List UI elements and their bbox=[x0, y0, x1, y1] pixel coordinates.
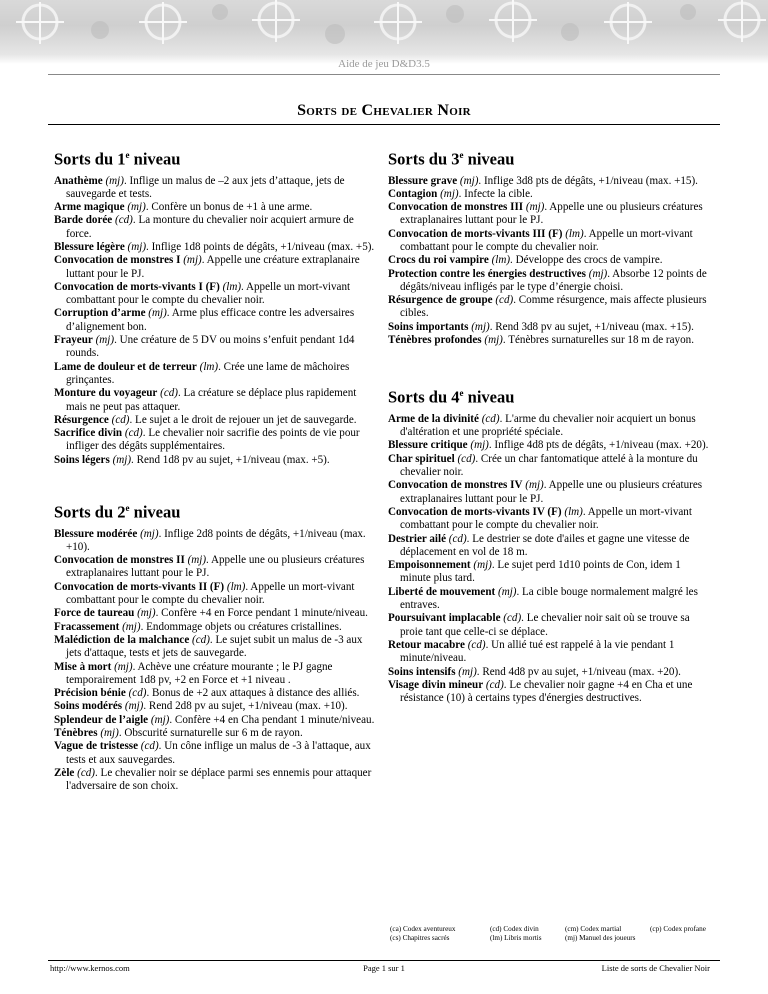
spell-source: (mj) bbox=[100, 726, 119, 739]
spell-source: (mj) bbox=[150, 713, 170, 726]
spell-name: Vague de tristesse bbox=[54, 740, 139, 753]
spell-source: (mj) bbox=[127, 201, 146, 214]
spell-entry bbox=[54, 454, 380, 467]
spell-source: (mj) bbox=[137, 607, 156, 620]
left-column bbox=[54, 146, 380, 793]
spell-name: Blessure modérée bbox=[54, 527, 138, 540]
spell-entry bbox=[54, 767, 380, 794]
spell-source: (mj) bbox=[440, 187, 459, 200]
spell-name: Blessure légère bbox=[54, 240, 125, 253]
legend-item: (cs) Chapitres sacrés bbox=[390, 934, 450, 942]
spell-source: (lm) bbox=[491, 254, 511, 267]
spell-entry bbox=[388, 268, 714, 295]
legend-col-2 bbox=[490, 925, 542, 943]
spell-source: (cd) bbox=[495, 294, 514, 307]
spell-name: Convocation de monstres II bbox=[54, 554, 185, 567]
spell-entry bbox=[54, 740, 380, 767]
spell-description: . Arme plus efficace contre les adversaires d’alignement bon. bbox=[66, 307, 355, 333]
spell-description: . Appelle un mort-vivant combattant pour le compte du chevalier noir. bbox=[400, 505, 692, 532]
legend-item: (cm) Codex martial bbox=[565, 925, 622, 933]
spell-name: Lame de douleur et de terreur bbox=[54, 360, 197, 373]
section-heading: Sorts du 3e niveau bbox=[388, 149, 515, 169]
spell-description: . La monture du chevalier noir acquiert armure de force. bbox=[66, 214, 354, 240]
section-heading: Sorts du 2e niveau bbox=[54, 502, 181, 522]
spell-entry bbox=[54, 281, 380, 308]
spell-description: . Obscurité surnaturelle sur 6 m de rayon. bbox=[118, 726, 303, 739]
spell-description: . Bonus de +2 aux attaques à distance des alliés. bbox=[146, 687, 360, 700]
spell-name: Sacrifice divin bbox=[54, 427, 123, 440]
spell-name: Poursuivant implacable bbox=[388, 612, 501, 625]
spell-name: Protection contre les énergies destructives bbox=[388, 267, 586, 280]
spell-source: (lm) bbox=[222, 280, 242, 293]
header-text: Aide de jeu D&D3.5 bbox=[338, 58, 430, 70]
page-title: Sorts de Chevalier Noir bbox=[297, 102, 471, 119]
header-rule bbox=[48, 74, 720, 75]
spell-name: Force de taureau bbox=[54, 607, 135, 620]
spell-source: (lm) bbox=[564, 505, 583, 518]
spell-entry bbox=[388, 413, 714, 440]
spell-name: Anathème bbox=[54, 174, 103, 187]
spell-entry bbox=[54, 361, 380, 388]
spell-source: (mj) bbox=[471, 320, 490, 333]
spell-source: (cd) bbox=[124, 427, 143, 440]
spell-source: (cd) bbox=[503, 612, 522, 625]
spell-entry bbox=[54, 175, 380, 202]
spell-description: . Crée un char fantomatique attelé à la monture du chevalier noir. bbox=[400, 452, 698, 479]
spell-name: Blessure grave bbox=[388, 174, 458, 187]
spell-list bbox=[388, 413, 714, 706]
spell-description: . Endommage objets ou créatures cristallines. bbox=[140, 620, 342, 633]
legend-item: (cd) Codex divin bbox=[490, 925, 539, 933]
spell-entry bbox=[388, 679, 714, 706]
spell-source: (lm) bbox=[226, 580, 246, 593]
spell-entry bbox=[54, 621, 380, 634]
spell-source: (mj) bbox=[140, 527, 159, 540]
spell-description: . Rend 1d8 pv au sujet, +1/niveau (max. +5). bbox=[131, 453, 330, 466]
spell-name: Corruption d’arme bbox=[54, 307, 146, 320]
spell-entry bbox=[388, 453, 714, 480]
spell-name: Convocation de morts-vivants III (F) bbox=[388, 227, 563, 240]
spell-description: . Crée une lame de mâchoires grinçantes. bbox=[66, 360, 350, 386]
spell-source: (mj) bbox=[105, 174, 124, 187]
spell-name: Convocation de monstres I bbox=[54, 254, 181, 267]
spell-source: (mj) bbox=[95, 334, 115, 347]
spell-entry bbox=[388, 188, 714, 201]
spell-description: . Confère +4 en Cha pendant 1 minute/niveau. bbox=[169, 713, 375, 726]
spell-name: Soins légers bbox=[54, 453, 110, 466]
section-heading: Sorts du 4e niveau bbox=[388, 387, 515, 407]
spell-source: (mj) bbox=[122, 620, 141, 633]
spell-entry bbox=[388, 559, 714, 586]
spell-source: (cd) bbox=[448, 532, 467, 545]
spell-name: Liberté de mouvement bbox=[388, 585, 496, 598]
spell-description: . Rend 3d8 pv au sujet, +1/niveau (max. +15). bbox=[489, 320, 694, 333]
spell-list bbox=[388, 175, 714, 348]
spell-entry bbox=[388, 612, 714, 639]
spell-description: . Appelle une ou plusieurs créatures extraplanaires luttant pour le PJ. bbox=[400, 479, 703, 505]
spell-description: . Un cône inflige un malus de -3 à l'attaque, aux tests et aux sauvegardes. bbox=[66, 740, 371, 766]
spell-source: (mj) bbox=[183, 254, 202, 267]
footer-doc-title: Liste de sorts de Chevalier Noir bbox=[601, 963, 710, 973]
spell-description: . Le chevalier noir gagne +4 en Cha et une résistance (10) à certains types d'énergies destructives. bbox=[400, 678, 693, 705]
spell-name: Convocation de monstres IV bbox=[388, 479, 523, 492]
spell-entry bbox=[388, 294, 714, 321]
spell-name: Visage divin mineur bbox=[388, 678, 484, 691]
spell-description: . Achève une créature mourante ; le PJ gagne temporairement 1d8 pv, +2 en Force et +1 niveau . bbox=[66, 660, 333, 686]
spell-source: (mj) bbox=[525, 201, 545, 214]
footer-page-number: Page 1 sur 1 bbox=[363, 963, 405, 973]
spell-source: (mj) bbox=[484, 334, 503, 347]
spell-source: (cd) bbox=[485, 678, 504, 691]
spell-entry bbox=[388, 228, 714, 255]
spell-description: . Le sujet a le droit de rejouer un jet de sauvegarde. bbox=[129, 413, 357, 426]
spell-description: . Appelle un mort-vivant combattant pour le compte du chevalier noir. bbox=[66, 580, 355, 607]
spell-entry bbox=[54, 661, 380, 688]
spell-description: . Ténèbres surnaturelles sur 18 m de rayon. bbox=[502, 334, 694, 347]
spell-source: (mj) bbox=[588, 267, 608, 280]
spell-entry bbox=[388, 334, 714, 347]
spell-entry bbox=[54, 634, 380, 661]
section-level-4 bbox=[388, 384, 714, 705]
spell-source: (lm) bbox=[565, 227, 584, 240]
spell-source: (mj) bbox=[124, 700, 144, 713]
banner-ornaments bbox=[0, 0, 768, 64]
spell-source: (cd) bbox=[457, 452, 476, 465]
spell-description: . Appelle une créature extraplanaire luttant pour le PJ. bbox=[66, 254, 360, 280]
spell-entry bbox=[388, 254, 714, 267]
spell-name: Arme de la divinité bbox=[388, 412, 479, 425]
spell-description: . La créature se déplace plus rapidement mais ne peut pas attaquer. bbox=[66, 387, 357, 413]
spell-entry bbox=[54, 554, 380, 581]
spell-source: (mj) bbox=[127, 240, 147, 253]
spell-source: (cd) bbox=[77, 766, 95, 779]
spell-entry bbox=[54, 387, 380, 414]
spell-source: (mj) bbox=[148, 307, 167, 320]
spell-entry bbox=[54, 581, 380, 608]
spell-entry bbox=[388, 201, 714, 228]
spell-entry bbox=[388, 506, 714, 533]
spell-name: Convocation de morts-vivants II (F) bbox=[54, 580, 225, 593]
spell-source: (mj) bbox=[498, 585, 517, 598]
spell-source: (mj) bbox=[114, 660, 133, 673]
spell-entry bbox=[388, 639, 714, 666]
spell-name: Destrier ailé bbox=[388, 532, 447, 545]
spell-entry bbox=[388, 586, 714, 613]
spell-entry bbox=[388, 666, 714, 679]
spell-description: . Le chevalier noir sacrifie des points de vie pour infliger des dégâts supplémentaires. bbox=[66, 427, 360, 453]
legend-item: (ca) Codex aventureux bbox=[390, 925, 456, 933]
spell-name: Fracassement bbox=[54, 620, 120, 633]
spell-name: Zèle bbox=[54, 766, 75, 779]
spell-entry bbox=[54, 714, 380, 727]
spell-list bbox=[54, 175, 380, 468]
spell-source: (cd) bbox=[111, 413, 130, 426]
footer-url[interactable]: http://www.kernos.com bbox=[50, 963, 130, 973]
spell-description: . Appelle un mort-vivant combattant pour le compte du chevalier noir. bbox=[66, 280, 351, 307]
spell-name: Crocs du roi vampire bbox=[388, 254, 489, 267]
spell-name: Convocation de morts-vivants I (F) bbox=[54, 280, 220, 293]
spell-name: Barde dorée bbox=[54, 214, 113, 227]
spell-name: Résurgence bbox=[54, 413, 109, 426]
spell-source: (lm) bbox=[199, 360, 219, 373]
spell-name: Soins modérés bbox=[54, 700, 123, 713]
spell-entry bbox=[54, 254, 380, 281]
spell-description: . Le chevalier noir sait où se trouve sa proie tant que celle-ci se déplace. bbox=[400, 612, 690, 638]
spell-description: . Développe des crocs de vampire. bbox=[510, 254, 663, 267]
spell-name: Précision bénie bbox=[54, 687, 126, 700]
spell-description: . Le sujet subit un malus de -3 aux jets d'attaque, tests et jets de sauvegarde. bbox=[66, 633, 363, 660]
spell-source: (mj) bbox=[525, 479, 544, 492]
spell-description: . Le destrier se dote d'ailes et gagne une vitesse de déplacement en vol de 18 m. bbox=[400, 532, 690, 558]
spell-entry bbox=[54, 607, 380, 620]
spell-name: Soins importants bbox=[388, 320, 469, 333]
spell-entry bbox=[54, 700, 380, 713]
spell-source: (cd) bbox=[192, 633, 210, 646]
section-level-1 bbox=[54, 146, 380, 467]
spell-name: Contagion bbox=[388, 187, 438, 200]
spell-source: (mj) bbox=[458, 665, 477, 678]
spell-source: (mj) bbox=[112, 453, 132, 466]
spell-description: . Inflige 3d8 pts de dégâts, +1/niveau (max. +15). bbox=[478, 174, 698, 187]
spell-source: (cd) bbox=[160, 387, 178, 400]
legend-col-1 bbox=[390, 925, 455, 943]
spell-description: . Rend 4d8 pv au sujet, +1/niveau (max. +20). bbox=[476, 665, 681, 678]
spell-source: (cd) bbox=[467, 638, 486, 651]
spell-description: . Absorbe 12 points de dégâts/niveau infligés par le type d’énergie choisi. bbox=[400, 267, 707, 293]
spell-name: Monture du voyageur bbox=[54, 387, 158, 400]
spell-description: . L'arme du chevalier noir acquiert un bonus d'altération et une propriété spéciale. bbox=[400, 412, 696, 439]
spell-name: Arme magique bbox=[54, 201, 125, 214]
spell-name: Soins intensifs bbox=[388, 665, 456, 678]
spell-description: . Confère un bonus de +1 à une arme. bbox=[145, 201, 313, 214]
spell-description: . Le sujet perd 1d10 points de Con, idem 1 minute plus tard. bbox=[400, 559, 681, 585]
spell-source: (cd) bbox=[115, 214, 133, 227]
section-level-3 bbox=[388, 146, 714, 347]
spell-source: (mj) bbox=[470, 439, 489, 452]
section-heading: Sorts du 1e niveau bbox=[54, 149, 181, 169]
spell-description: . Un allié tué est rappelé à la vie pendant 1 minute/niveau. bbox=[400, 638, 675, 665]
spell-entry bbox=[54, 241, 380, 254]
spell-description: . Inflige 4d8 pts de dégâts, +1/niveau (max. +20). bbox=[488, 439, 709, 452]
spell-entry bbox=[388, 439, 714, 452]
spell-source: (cd) bbox=[481, 412, 500, 425]
spell-entry bbox=[54, 214, 380, 241]
legend-col-3 bbox=[565, 925, 635, 943]
spell-entry bbox=[54, 687, 380, 700]
spell-description: . Rend 2d8 pv au sujet, +1/niveau (max. +10). bbox=[143, 700, 348, 713]
spell-description: . Appelle une ou plusieurs créatures extraplanaires luttant pour le PJ. bbox=[400, 201, 703, 227]
spell-source: (mj) bbox=[473, 559, 492, 572]
legend-item: (cp) Codex profane bbox=[650, 925, 706, 933]
spell-description: . Appelle un mort-vivant combattant pour le compte du chevalier noir. bbox=[400, 227, 693, 253]
spell-name: Convocation de morts-vivants IV (F) bbox=[388, 505, 562, 518]
spell-description: . Infecte la cible. bbox=[458, 187, 533, 200]
decorative-banner bbox=[0, 0, 768, 64]
spell-list bbox=[54, 528, 380, 794]
spell-name: Frayeur bbox=[54, 334, 93, 347]
spell-entry bbox=[388, 533, 714, 560]
spell-description: . Inflige 1d8 points de dégâts, +1/niveau (max. +5). bbox=[146, 240, 375, 253]
right-column bbox=[388, 146, 714, 705]
title-rule bbox=[48, 124, 720, 125]
spell-entry bbox=[54, 307, 380, 334]
spell-description: . Inflige un malus de –2 aux jets d’attaque, jets de sauvegarde et tests. bbox=[66, 174, 345, 200]
spell-entry bbox=[54, 201, 380, 214]
spell-name: Convocation de monstres III bbox=[388, 201, 524, 214]
spell-name: Malédiction de la malchance bbox=[54, 633, 190, 646]
legend-item: (mj) Manuel des joueurs bbox=[565, 934, 636, 942]
section-level-2 bbox=[54, 499, 380, 793]
spell-description: . Une créature de 5 DV ou moins s’enfuit pendant 1d4 rounds. bbox=[66, 334, 355, 360]
spell-entry bbox=[388, 479, 714, 506]
spell-description: . Comme résurgence, mais affecte plusieurs cibles. bbox=[400, 294, 707, 320]
spell-name: Ténèbres bbox=[54, 726, 98, 739]
spell-entry bbox=[54, 528, 380, 555]
spell-name: Blessure critique bbox=[388, 439, 468, 452]
spell-name: Ténèbres profondes bbox=[388, 334, 482, 347]
spell-source: (mj) bbox=[187, 554, 207, 567]
spell-source: (cd) bbox=[128, 687, 147, 700]
spell-name: Empoisonnement bbox=[388, 559, 471, 572]
spell-entry bbox=[388, 321, 714, 334]
spell-name: Splendeur de l’aigle bbox=[54, 713, 149, 726]
spell-entry bbox=[54, 427, 380, 454]
spell-entry bbox=[54, 334, 380, 361]
spell-description: . Le chevalier noir se déplace parmi ses ennemis pour attaquer l'adversaire de son choix. bbox=[66, 766, 372, 793]
spell-name: Retour macabre bbox=[388, 638, 465, 651]
spell-entry bbox=[388, 175, 714, 188]
legend-item: (lm) Libris mortis bbox=[490, 934, 542, 942]
spell-entry bbox=[54, 727, 380, 740]
spell-description: . La cible bouge normalement malgré les entraves. bbox=[400, 585, 698, 612]
spell-name: Mise à mort bbox=[54, 660, 112, 673]
footer-rule bbox=[48, 960, 720, 961]
spell-description: . Appelle une ou plusieurs créatures extraplanaires luttant pour le PJ. bbox=[66, 554, 365, 580]
spell-description: . Inflige 2d8 points de dégâts, +1/niveau (max. +10). bbox=[66, 527, 366, 553]
spell-description: . Confère +4 en Force pendant 1 minute/niveau. bbox=[155, 607, 368, 620]
spell-source: (cd) bbox=[140, 740, 159, 753]
spell-name: Char spirituel bbox=[388, 452, 455, 465]
legend-col-4 bbox=[650, 925, 706, 934]
spell-entry bbox=[54, 414, 380, 427]
spell-source: (mj) bbox=[459, 174, 479, 187]
spell-name: Résurgence de groupe bbox=[388, 294, 493, 307]
